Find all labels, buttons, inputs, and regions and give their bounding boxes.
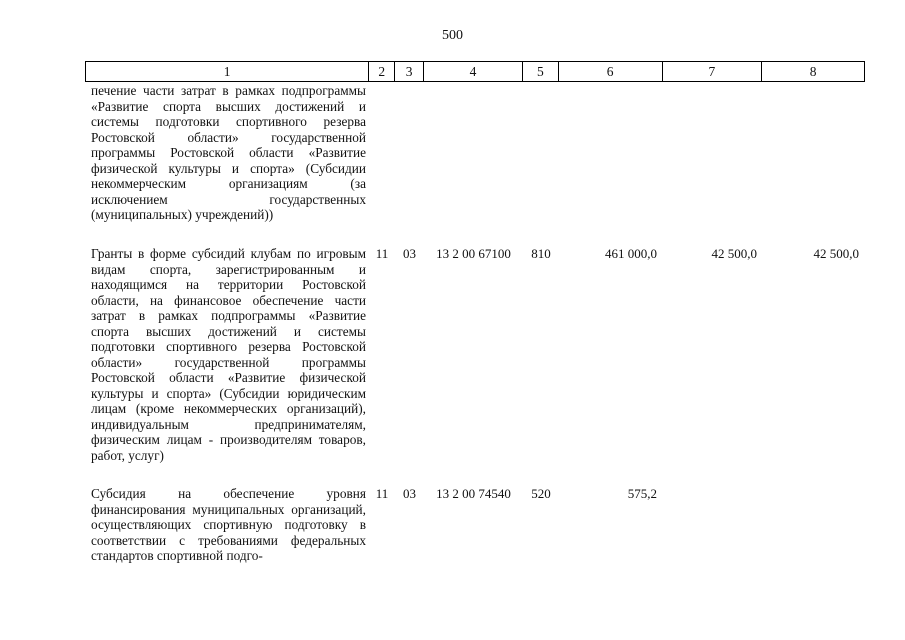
- table-row: [85, 246, 865, 463]
- row-value-3: [763, 83, 865, 223]
- row-subsection: 03: [403, 486, 416, 501]
- header-col-6: 6: [559, 62, 663, 81]
- row-value-3: 42 500,0: [813, 246, 859, 261]
- row-code: 13 2 00 67100: [436, 246, 511, 261]
- header-col-7: 7: [663, 62, 763, 81]
- page-number: 500: [442, 28, 463, 43]
- table-header: [85, 61, 865, 82]
- header-col-4: 4: [424, 62, 523, 81]
- row-value-2: [663, 83, 763, 223]
- row-value-2: 42 500,0: [711, 246, 757, 261]
- row-section: 11: [375, 486, 389, 501]
- row-type: 520: [531, 486, 551, 501]
- row-value-1: 461 000,0: [605, 246, 657, 261]
- header-col-8: 8: [809, 64, 817, 79]
- table-row: [85, 83, 865, 223]
- table-row: [85, 486, 865, 564]
- row-value-1: [559, 83, 663, 223]
- row-value-3: [763, 486, 865, 564]
- row-subsection: [395, 83, 424, 223]
- row-description: Субсидия на обеспечение уровня финансирования муниципальных организаций, осуществляющих спортивную подготовку в соответствии с требованиями федеральных стандартов спортивной подго-: [91, 486, 366, 563]
- row-description: печение части затрат в рамках подпрограммы «Развитие спорта высших достижений и системы подготовки спортивного резерва Ростовской области» государственной программы Ростовской области «Развитие физической культуры и спорта» (Субсидии некоммерческим организациям (за исключением государственных (муниципальных) учреждений)): [91, 83, 366, 222]
- row-subsection: 03: [403, 246, 416, 261]
- header-col-3: 3: [395, 62, 424, 81]
- row-code: [424, 83, 523, 223]
- row-value-2: [663, 486, 763, 564]
- row-code: 13 2 00 74540: [436, 486, 511, 501]
- row-description: Гранты в форме субсидий клубам по игровым видам спорта, зарегистрированным и находящимся на территории Ростовской области, на финансовое обеспечение части затрат в рамках подпрограммы «Развитие спорта высших достижений и системы подготовки спортивного резерва Ростовской области» государственной программы Ростовской области «Развитие физической культуры и спорта» (Субсидии юридическим лицам (кроме некоммерческих организаций), индивидуальным предпринимателям, физическим лицам - производителям товаров, работ, услуг): [91, 246, 366, 463]
- row-type: 810: [531, 246, 551, 261]
- row-type: [523, 83, 559, 223]
- row-section: [369, 83, 395, 223]
- header-col-1: 1: [86, 62, 369, 81]
- row-value-1: 575,2: [627, 486, 657, 501]
- row-section: 11: [375, 246, 389, 261]
- header-col-2: 2: [369, 62, 395, 81]
- header-col-5: 5: [523, 62, 559, 81]
